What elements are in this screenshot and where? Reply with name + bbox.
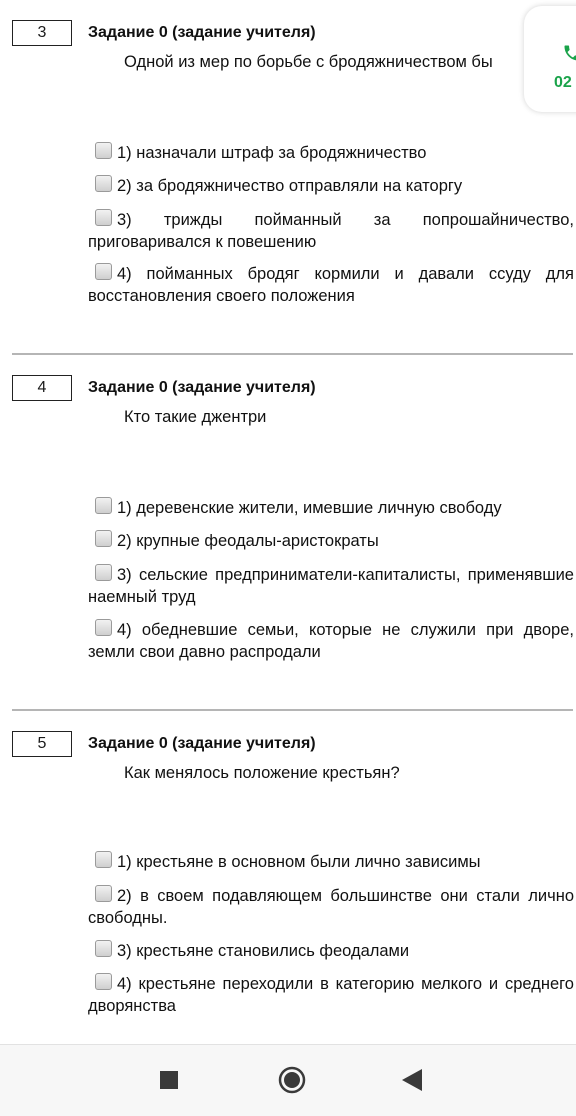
answer-option-2[interactable] bbox=[88, 885, 574, 929]
call-overlay[interactable] bbox=[524, 6, 576, 112]
phone-icon bbox=[562, 42, 576, 69]
answer-option-3[interactable] bbox=[88, 564, 574, 608]
checkbox[interactable] bbox=[95, 564, 112, 581]
answer-option-2[interactable] bbox=[88, 530, 574, 552]
option-label: 4) обедневшие семьи, которые не служили при дворе, земли свои давно распродали bbox=[88, 621, 574, 661]
answer-option-1[interactable] bbox=[88, 851, 574, 873]
back-triangle-icon[interactable] bbox=[402, 1069, 422, 1096]
option-label: 4) крестьяне переходили в категорию мелкого и среднего дворянства bbox=[88, 975, 574, 1015]
option-label: 2) в своем подавляющем большинстве они стали лично свободны. bbox=[88, 887, 574, 927]
task-number: 4 bbox=[12, 375, 72, 401]
task-title: Задание 0 (задание учителя) bbox=[88, 24, 316, 41]
option-label: 3) трижды пойманный за попрошайничество, приговаривался к повешению bbox=[88, 211, 574, 251]
checkbox[interactable] bbox=[95, 142, 112, 159]
navigation-bar bbox=[0, 1044, 576, 1116]
task-number: 5 bbox=[12, 731, 72, 757]
option-label: 4) пойманных бродяг кормили и давали ссуду для восстановления своего положения bbox=[88, 265, 574, 305]
call-timer: 02 bbox=[554, 74, 572, 91]
home-circle-icon[interactable] bbox=[278, 1066, 306, 1099]
checkbox[interactable] bbox=[95, 885, 112, 902]
task-question: Кто такие джентри bbox=[124, 408, 267, 426]
divider bbox=[12, 709, 573, 711]
answer-option-2[interactable] bbox=[88, 175, 574, 197]
checkbox[interactable] bbox=[95, 973, 112, 990]
answer-option-1[interactable] bbox=[88, 497, 574, 519]
answer-option-4[interactable] bbox=[88, 973, 574, 1017]
checkbox[interactable] bbox=[95, 530, 112, 547]
checkbox[interactable] bbox=[95, 851, 112, 868]
answer-option-3[interactable] bbox=[88, 209, 574, 253]
task-number: 3 bbox=[12, 20, 72, 46]
answer-option-4[interactable] bbox=[88, 263, 574, 307]
option-label: 2) за бродяжничество отправляли на каторгу bbox=[117, 177, 463, 195]
stop-square-icon[interactable] bbox=[160, 1071, 178, 1094]
option-label: 3) крестьяне становились феодалами bbox=[117, 942, 410, 960]
checkbox[interactable] bbox=[95, 209, 112, 226]
answer-option-3[interactable] bbox=[88, 940, 574, 962]
option-label: 1) крестьяне в основном были лично зависимы bbox=[117, 853, 481, 871]
checkbox[interactable] bbox=[95, 619, 112, 636]
checkbox[interactable] bbox=[95, 940, 112, 957]
answer-option-1[interactable] bbox=[88, 142, 574, 164]
answer-option-4[interactable] bbox=[88, 619, 574, 663]
task-title: Задание 0 (задание учителя) bbox=[88, 379, 316, 396]
option-label: 3) сельские предприниматели-капиталисты, применявшие наемный труд bbox=[88, 566, 574, 606]
option-label: 1) назначали штраф за бродяжничество bbox=[117, 144, 427, 162]
checkbox[interactable] bbox=[95, 263, 112, 280]
option-label: 2) крупные феодалы-аристократы bbox=[117, 532, 379, 550]
checkbox[interactable] bbox=[95, 497, 112, 514]
task-question: Как менялось положение крестьян? bbox=[124, 764, 400, 782]
task-question: Одной из мер по борьбе с бродяжничеством бы bbox=[124, 53, 493, 71]
checkbox[interactable] bbox=[95, 175, 112, 192]
option-label: 1) деревенские жители, имевшие личную свободу bbox=[117, 499, 502, 517]
divider bbox=[12, 353, 573, 355]
task-title: Задание 0 (задание учителя) bbox=[88, 735, 316, 752]
